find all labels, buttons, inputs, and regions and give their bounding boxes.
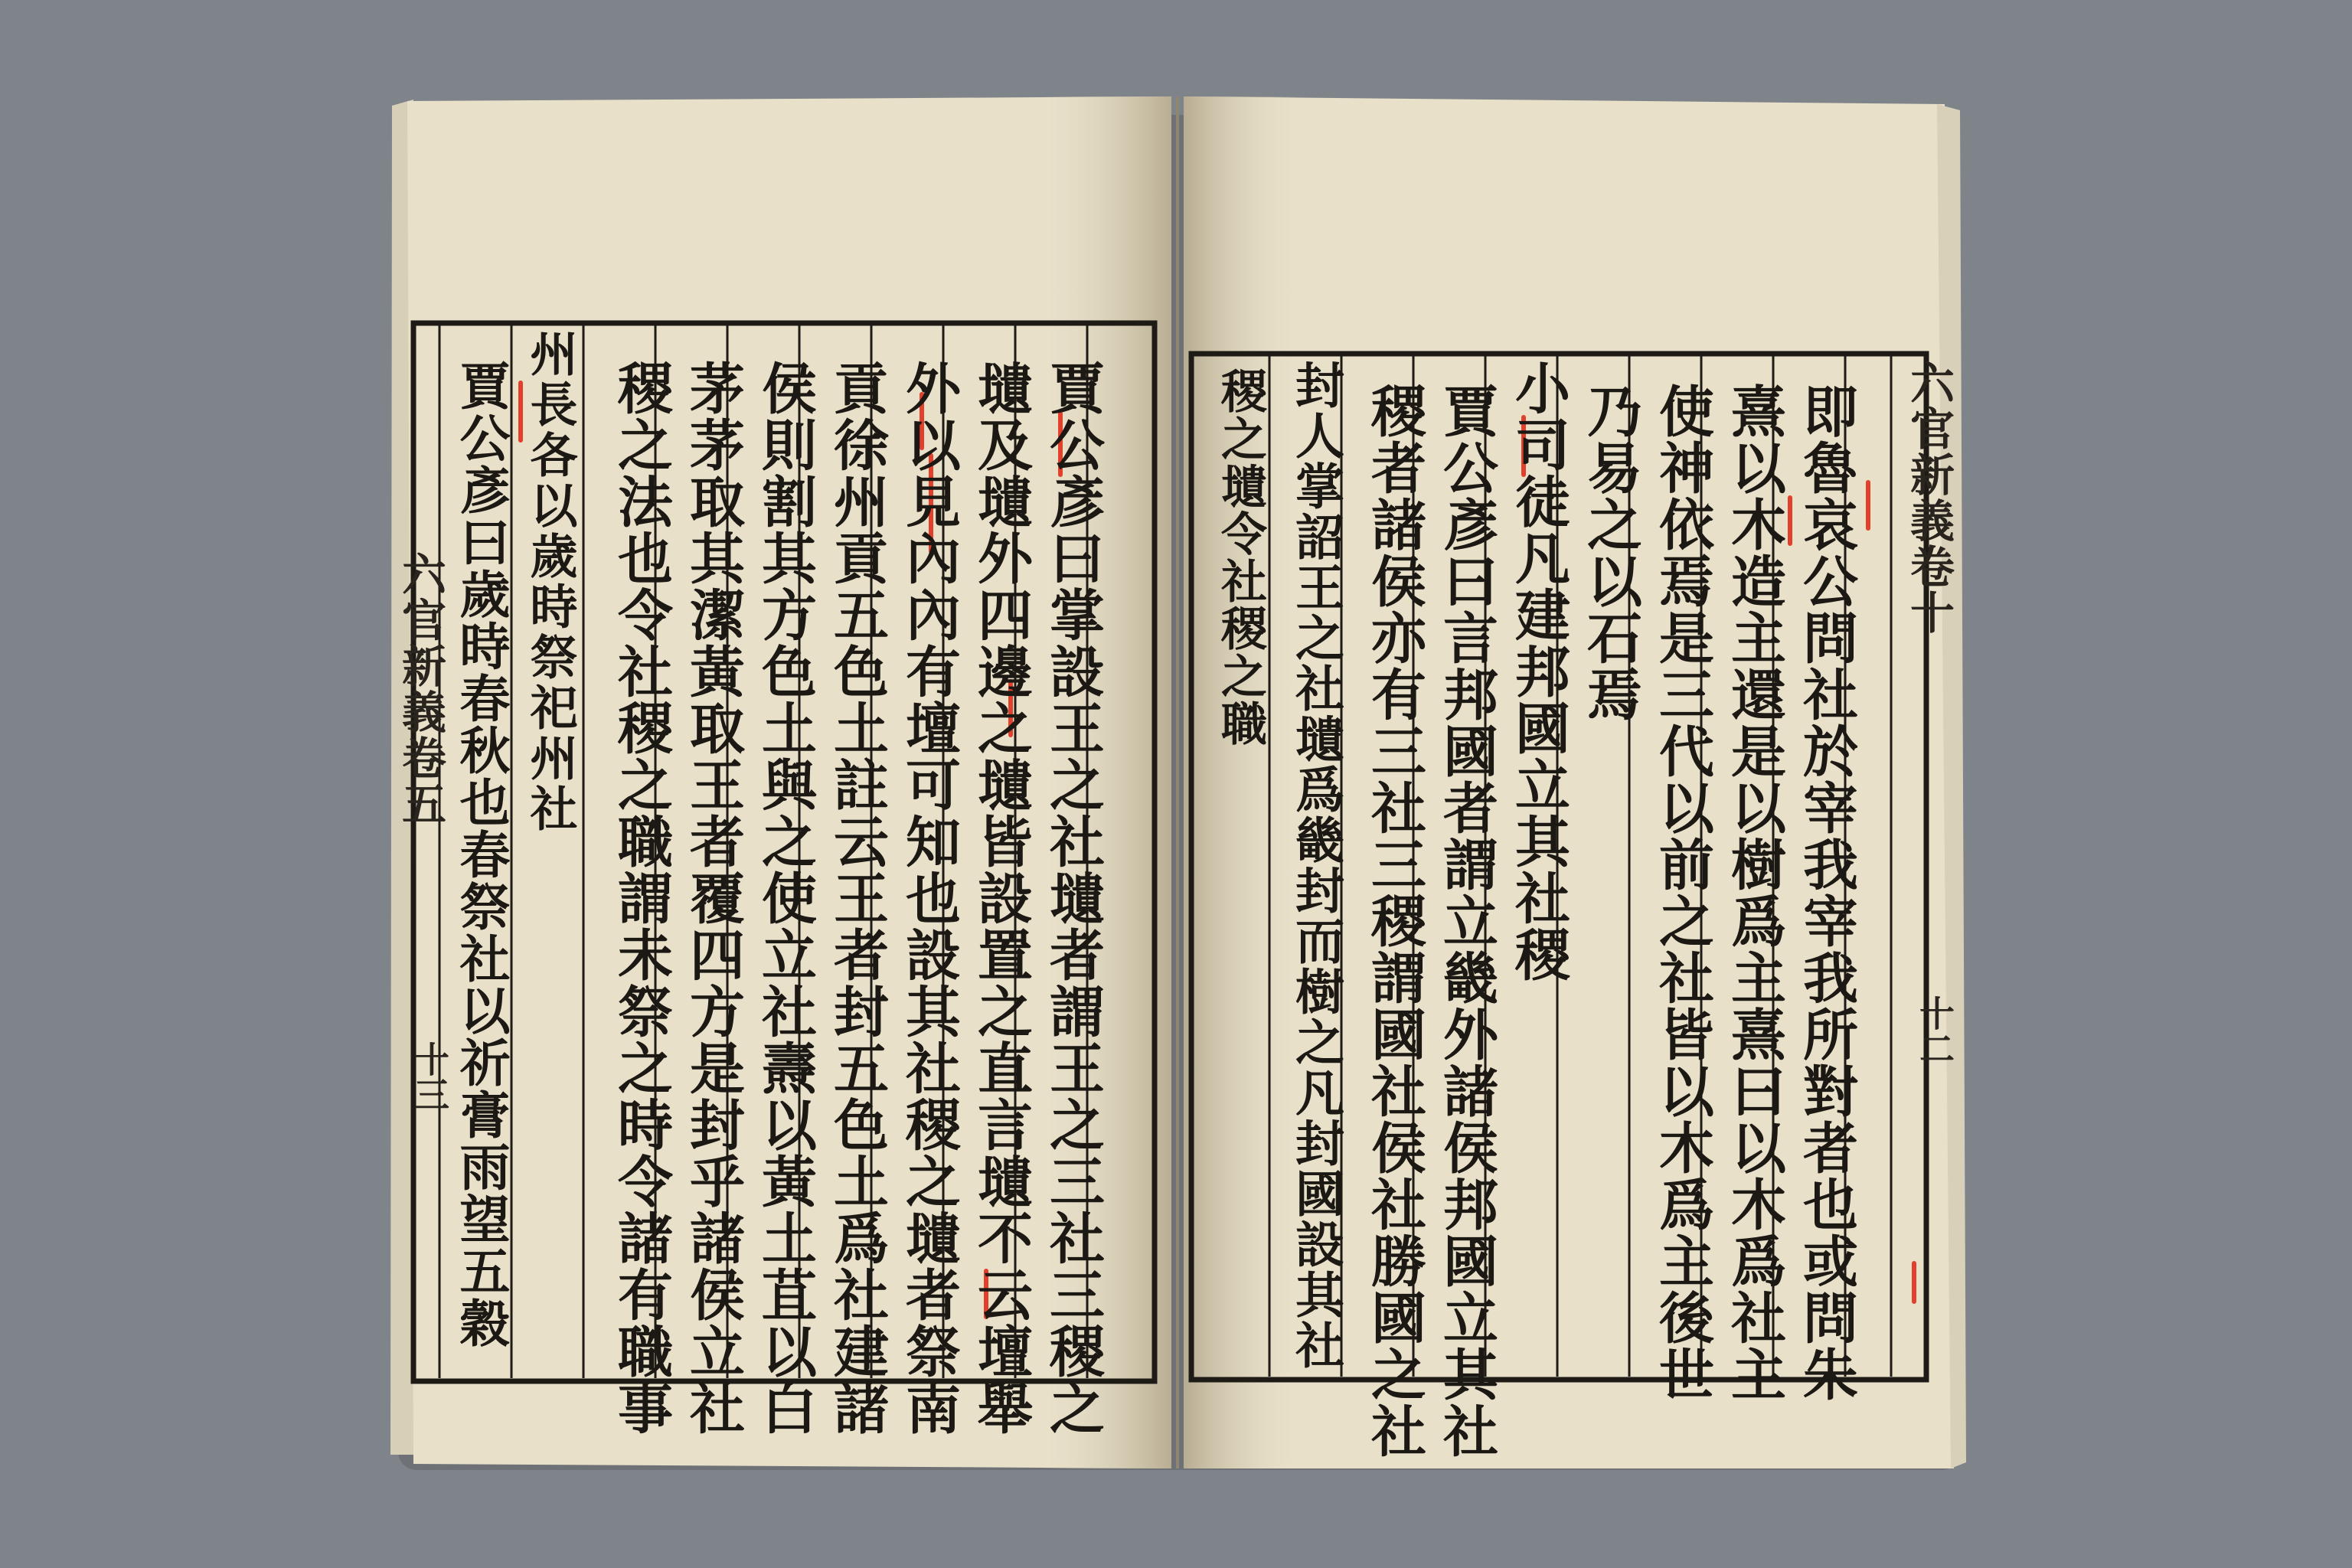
- text-column: 稷之法也令社稷之職謂未祭之時令諸有職事: [609, 360, 674, 1436]
- folio-number: 十三: [409, 1041, 450, 1112]
- text-column: 封人掌詔王之社壝爲畿封而樹之凡封國設其社: [1287, 360, 1344, 1370]
- text-column: 州長各以歲時祭祀州社: [522, 329, 578, 835]
- text-column: 熹以木造主還是以樹爲主熹曰以木爲社主: [1722, 383, 1787, 1403]
- folio-number: 十二: [1914, 995, 1955, 1066]
- text-column: 貢徐州貢五色土註云王者封五色土爲社建諸: [825, 360, 890, 1436]
- text-column: 茅茅取其潔黃取王者覆四方是封乎諸侯立社: [681, 360, 746, 1436]
- text-column: 使神依焉是三代以前之社皆以木爲主後世: [1650, 383, 1715, 1403]
- text-column: 賈公彥曰歲時春秋也春祭社以祈膏雨望五穀: [451, 360, 511, 1349]
- text-column: 賈公彥曰掌設王之社壝者謂王之三社三稷之: [1040, 360, 1106, 1436]
- text-column: 壝及壝外四邊之壝皆設置之直言壝不云壇舉: [969, 360, 1034, 1436]
- text-column: 賈公彥曰言邦國者謂立畿外諸侯邦國立其社: [1434, 383, 1499, 1459]
- text-column: 侯則割其方色土與之使立社燾以黃土苴以白: [753, 360, 818, 1436]
- text-column: 稷者諸侯亦有三社三稷謂國社侯社勝國之社: [1362, 383, 1427, 1459]
- page-side-label: 六官新義卷五: [394, 551, 446, 827]
- heading-column: 小司徒凡建邦國立其社稷: [1506, 360, 1571, 983]
- text-column: 即魯哀公問社於宰我宰我所對者也或問朱: [1794, 383, 1859, 1403]
- text-column: 稷之壝令社稷之職: [1214, 368, 1267, 747]
- right-gutter-shade: [1184, 96, 1298, 1468]
- text-column: 外以見內內有壇可知也設其社稷之壝者祭南: [897, 360, 962, 1436]
- text-column: 乃易之以石焉: [1578, 383, 1643, 723]
- page-side-label: 六官新義卷十: [1903, 360, 1955, 635]
